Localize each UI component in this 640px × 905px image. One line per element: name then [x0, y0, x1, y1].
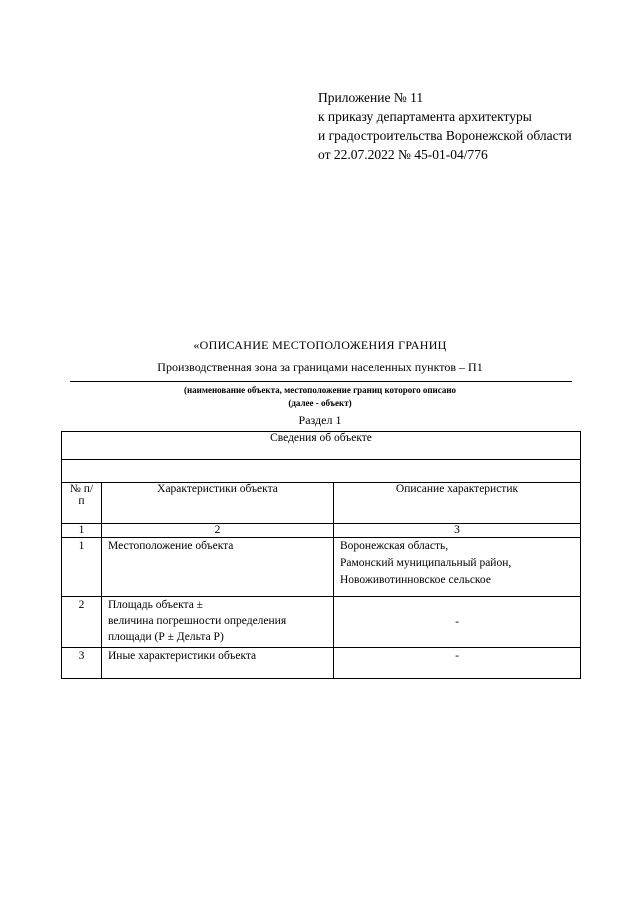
row-description: [334, 538, 581, 597]
table-row: [62, 538, 581, 597]
row-description: -: [334, 597, 581, 648]
table-heading-row: [62, 432, 581, 460]
caption-line: (далее - объект): [288, 398, 352, 408]
row-characteristic: Иные характеристики объекта: [102, 648, 334, 679]
column-header-num: № п/п: [62, 483, 102, 524]
table-column-header-row: [62, 483, 581, 524]
section-label: Раздел 1: [298, 413, 342, 427]
document-title: «ОПИСАНИЕ МЕСТОПОЛОЖЕНИЯ ГРАНИЦ: [193, 338, 447, 352]
column-number: 3: [334, 524, 581, 538]
table-column-number-row: [62, 524, 581, 538]
column-header-description: Описание характеристик: [334, 483, 581, 524]
characteristic-line: величина погрешности определения: [108, 615, 287, 627]
description-line: Рамонский муниципальный район,: [340, 557, 512, 569]
characteristic-line: площади (Р ± Дельта Р): [108, 631, 224, 643]
table-heading: Сведения об объекте: [62, 432, 581, 460]
description-line: Воронежская область,: [340, 540, 449, 552]
column-number: 2: [102, 524, 334, 538]
row-description: -: [334, 648, 581, 679]
appendix-line: к приказу департамента архитектуры: [318, 109, 532, 124]
row-number: 1: [62, 538, 102, 597]
table-blank-row: [62, 460, 581, 483]
underline-rule: [70, 381, 572, 382]
appendix-header: [318, 88, 572, 164]
column-header-characteristic: Характеристики объекта: [102, 483, 334, 524]
object-name-caption: [60, 384, 580, 410]
object-info-table: [61, 431, 581, 679]
table-row: [62, 648, 581, 679]
row-number: 3: [62, 648, 102, 679]
blank-cell: [62, 460, 581, 483]
column-number: 1: [62, 524, 102, 538]
appendix-line: Приложение № 11: [318, 90, 424, 105]
row-number: 2: [62, 597, 102, 648]
characteristic-line: Площадь объекта ±: [108, 599, 203, 611]
object-name: Производственная зона за границами населенных пунктов – П1: [157, 360, 483, 374]
description-line: Новоживотинновское сельское: [340, 574, 491, 586]
caption-line: (наименование объекта, местоположение границ которого описано: [183, 385, 457, 395]
table-row: [62, 597, 581, 648]
appendix-line: и градостроительства Воронежской области: [318, 128, 572, 143]
appendix-line: от 22.07.2022 № 45-01-04/776: [318, 147, 488, 162]
row-characteristic: [102, 597, 334, 648]
row-characteristic: Местоположение объекта: [102, 538, 334, 597]
